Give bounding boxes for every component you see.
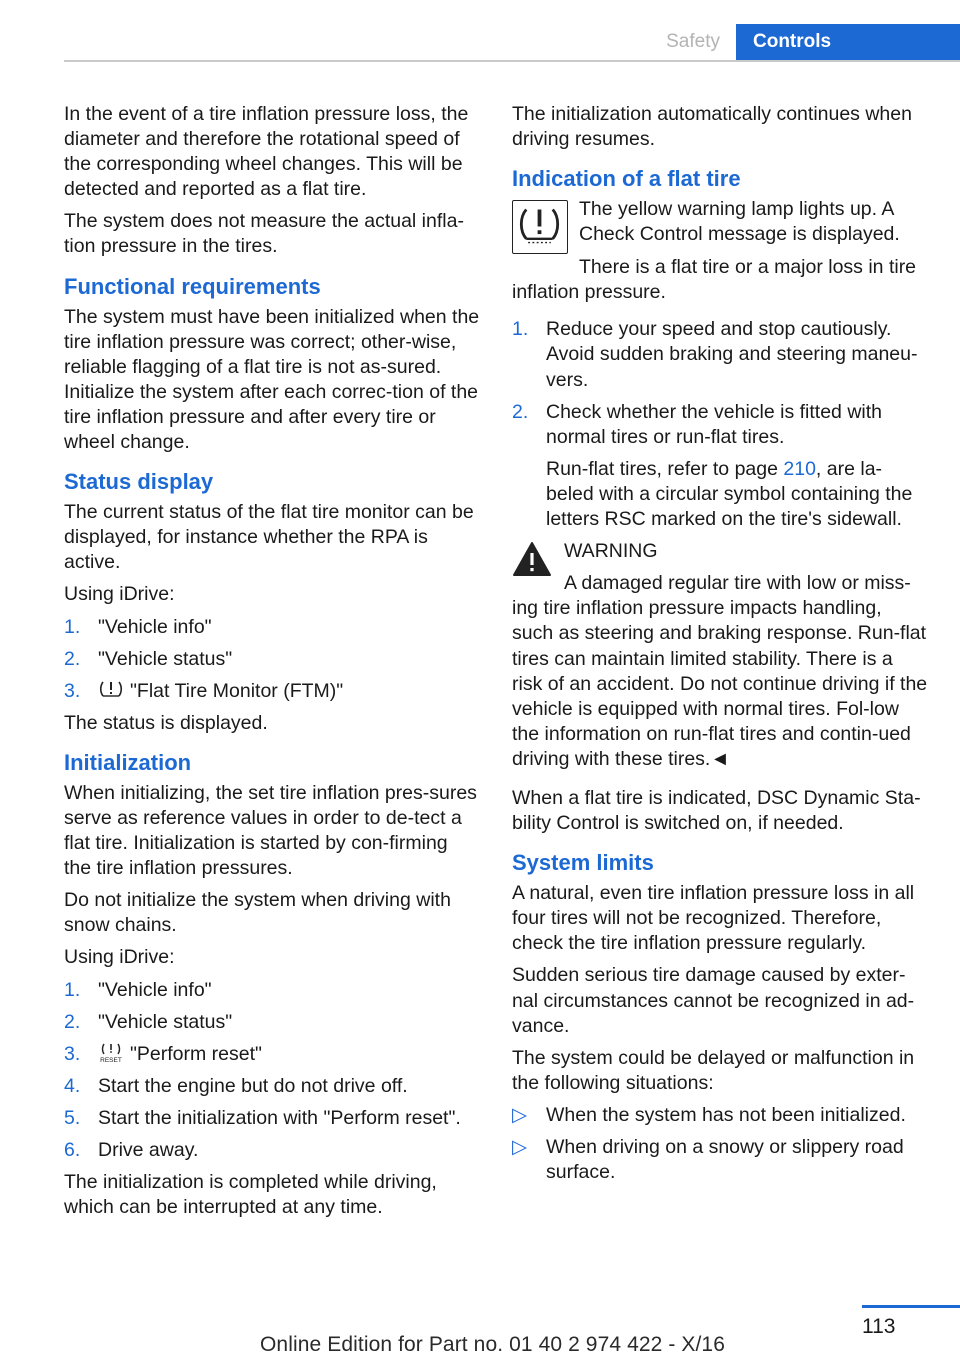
step-text: Start the initialization with "Perform reset". <box>98 1106 461 1129</box>
step-number: 2. <box>64 647 81 670</box>
list-item <box>64 647 480 672</box>
step-text: Drive away. <box>98 1139 199 1161</box>
status-steps-list <box>64 615 480 704</box>
heading-initialization: Initialization <box>64 749 192 775</box>
step-text: "Vehicle info" <box>98 615 212 638</box>
heading-functional-requirements: Functional requirements <box>64 273 321 299</box>
page-header <box>0 0 960 62</box>
init-steps-list <box>64 978 480 1164</box>
page-link-210[interactable]: 210 <box>783 457 816 480</box>
list-item <box>64 615 480 640</box>
init-paragraph-1: When initializing, the set tire inflation pres-sures serve as reference values in order to de-tect a flat tire. Initialization is started by con-firming the tire inflation pressures. <box>64 781 477 880</box>
step-number: 1. <box>512 318 529 341</box>
reset-label: RESET <box>100 1056 122 1064</box>
list-item <box>64 1074 480 1099</box>
tab-controls[interactable]: Controls <box>736 24 960 60</box>
warning-text: A damaged regular tire with low or miss-ing tire inflation pressure impacts handling, such as steering and braking response. Run-flat tires can maintain limited stability. There is a risk of an accident. Do not continue driving if the vehicle is equipped with normal tires. Fol-low the information on run-flat tires and contin-ued driving with these tires.◄ <box>512 572 928 770</box>
list-item <box>64 1010 480 1035</box>
tire-pressure-warning-icon <box>512 200 568 254</box>
lamp-paragraph-2: There is a flat tire or a major loss in tire inflation pressure. <box>512 256 917 304</box>
step-text: Start the engine but do not drive off. <box>98 1074 408 1097</box>
continue-paragraph: The initialization automatically continues when driving resumes. <box>512 103 912 151</box>
list-item <box>64 1042 480 1067</box>
tab-safety[interactable]: Safety <box>666 31 720 52</box>
list-item <box>512 1135 928 1185</box>
tire-pressure-icon <box>98 679 124 701</box>
right-column <box>512 102 928 1192</box>
step-number: 3. <box>64 679 81 702</box>
limits-paragraph-3: The system could be delayed or malfunction in the following situations: <box>512 1046 915 1094</box>
step-number: 1. <box>64 615 81 638</box>
init-paragraph-2: Do not initialize the system when driving with snow chains. <box>64 889 451 937</box>
heading-indication-flat-tire: Indication of a flat tire <box>512 166 741 192</box>
intro-paragraph-2: The system does not measure the actual infla-tion pressure in the tires. <box>64 210 464 258</box>
limits-paragraph-2: Sudden serious tire damage caused by exter-nal circumstances cannot be recognized in ad-vance. <box>512 964 915 1037</box>
init-using-idrive: Using iDrive: <box>64 946 175 969</box>
step-text: "Perform reset" <box>130 1042 262 1065</box>
warning-triangle-icon <box>512 541 552 577</box>
list-item <box>64 679 480 704</box>
step-number: 2. <box>64 1010 81 1033</box>
step-text: "Vehicle info" <box>98 978 212 1001</box>
flat-steps-list <box>512 317 928 449</box>
warning-block <box>512 539 928 772</box>
step-number: 3. <box>64 1042 81 1065</box>
step-number: 6. <box>64 1139 81 1161</box>
step-text: Reduce your speed and stop cautiously. Avoid sudden braking and steering maneu-vers. <box>546 318 918 391</box>
step-text: "Vehicle status" <box>98 647 233 670</box>
status-using-idrive: Using iDrive: <box>64 583 175 606</box>
functional-paragraph: The system must have been initialized when the tire inflation pressure was correct; other-wise, reliable flagging of a flat tire is not as-sured. Initialize the system after each correc-tion of the tire inflation pressure and after every tire or wheel change. <box>64 305 480 454</box>
init-after: The initialization is completed while driving, which can be interrupted at any time. <box>64 1171 437 1219</box>
list-item <box>64 1106 480 1131</box>
step-text: "Vehicle status" <box>98 1010 233 1033</box>
list-item <box>512 1103 928 1128</box>
step-text: "Flat Tire Monitor (FTM)" <box>130 679 344 702</box>
list-item <box>512 317 928 392</box>
bullet-text: When the system has not been initialized. <box>546 1103 906 1126</box>
status-paragraph: The current status of the flat tire monitor can be displayed, for instance whether the RPA is active. <box>64 501 474 574</box>
bullet-marker: ▷ <box>512 1103 527 1126</box>
tire-reset-icon <box>98 1042 124 1064</box>
step-number: 2. <box>512 400 529 423</box>
step-text: Check whether the vehicle is fitted with normal tires or run-flat tires. <box>546 400 882 448</box>
step-number: 1. <box>64 978 81 1001</box>
dsc-paragraph: When a flat tire is indicated, DSC Dynamic Sta-bility Control is switched on, if needed. <box>512 786 921 835</box>
bullet-marker: ▷ <box>512 1136 527 1158</box>
page-number: 113 <box>862 1315 896 1338</box>
footer-divider <box>862 1305 960 1308</box>
lamp-paragraph-1: The yellow warning lamp lights up. A Check Control message is displayed. <box>579 198 900 246</box>
heading-system-limits: System limits <box>512 850 654 876</box>
heading-status-display: Status display <box>64 469 214 495</box>
left-column <box>64 102 480 1227</box>
header-divider <box>64 60 960 62</box>
intro-paragraph-1: In the event of a tire inflation pressure loss, the diameter and therefore the rotational speed of the corresponding wheel changes. This will be detected and reported as a flat tire. <box>64 103 469 201</box>
list-item <box>64 1138 480 1163</box>
edition-footer: Online Edition for Part no. 01 40 2 974 422 - X/16 <box>260 1333 725 1356</box>
warning-lamp-block <box>512 197 928 257</box>
list-item <box>64 978 480 1003</box>
step-number: 5. <box>64 1106 81 1129</box>
limits-paragraph-1: A natural, even tire inflation pressure loss in all four tires will not be recognized. Therefore, check the tire inflation pressure regularly. <box>512 882 915 955</box>
warning-title: WARNING <box>564 540 658 563</box>
runflat-paragraph: Run-flat tires, refer to page 210, are la-beled with a circular symbol containing the letters RSC marked on the tire's sidewall. <box>546 457 913 531</box>
step-number: 4. <box>64 1074 81 1097</box>
limits-bullets <box>512 1103 928 1185</box>
bullet-text: When driving on a snowy or slippery road surface. <box>546 1136 904 1184</box>
list-item <box>512 400 928 450</box>
status-after: The status is displayed. <box>64 711 268 734</box>
